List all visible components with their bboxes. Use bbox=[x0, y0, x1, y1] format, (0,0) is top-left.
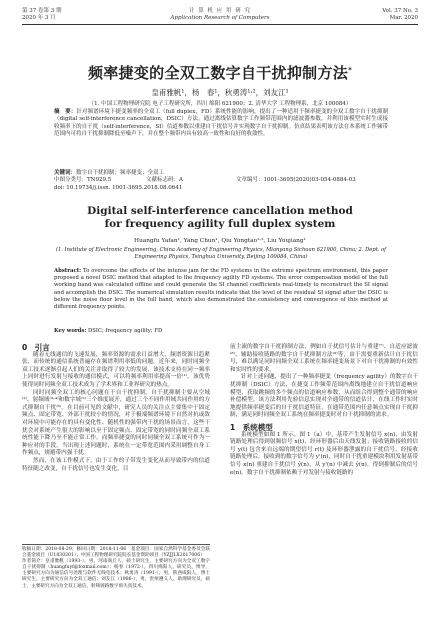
authors-en: Huangfu Yafan¹, Yang Chun¹, Qiu Yongtao¹˒², Liu Youjiang¹ bbox=[134, 238, 306, 244]
section-heading-system-model: 1 系统模型 bbox=[230, 422, 273, 432]
volume-en: Vol. 37 No. 3 bbox=[382, 8, 418, 14]
footnote-rule bbox=[22, 544, 210, 545]
abstract-text-en: To overcome the effects of the intense jam for the FD systems in the extreme spectrum environment, this paper proposed a novel DSIC method that adapted to the frequency agility FD systems. The error compensation model of the full working band was calculated offline and could generate the SI channel coefficients real-timely to reconstruct the SI signal and accomplish the DSIC. The numerical simulation results indicate that the level of the residual SI signal after the DSIC is below the noise floor level in the full band, which also demonstrated the consistency and convergence of this method at different frequency points. bbox=[54, 268, 388, 311]
abstract-label-en: Abstract: bbox=[54, 268, 82, 274]
keywords-label-en: Key words: bbox=[54, 328, 87, 334]
abstract-label-cn: 摘 要： bbox=[54, 109, 77, 115]
section-heading-intro: 0 引言 bbox=[22, 343, 50, 352]
header-rule bbox=[22, 24, 418, 25]
doi: doi: 10.19734/j.issn. 1001-3695.2018.08.0641 bbox=[54, 185, 183, 191]
page-title-cn bbox=[0, 62, 440, 83]
volume-cn: 第 37 卷第 3 期 bbox=[22, 8, 62, 14]
footnote-funding: 收稿日期：2018-08-29；修回日期：2018-11-06 基金项目：国家自然科学基金委员会联合基金项目（U1830201）；中国工程物理研究院院长基金资助项目（YZJJLX2017006） bbox=[22, 547, 210, 559]
document-code: 文献标志码：A bbox=[146, 177, 183, 183]
keywords-cn bbox=[54, 168, 388, 176]
header-right bbox=[382, 8, 418, 22]
keywords-text-en: DSIC; frequency agility; FD bbox=[88, 328, 163, 334]
affiliation-cn: （1. 中国工程物理研究院 电子工程研究所，四川 绵阳 621900；2. 清华大学 工程物理系，北京 100084） bbox=[88, 101, 352, 107]
classification-line bbox=[54, 177, 388, 184]
journal-name-cn: 计 算 机 应 用 研 究 bbox=[189, 8, 251, 14]
title-footnote-mark: * bbox=[348, 66, 353, 74]
title-text: 频率捷变的全双工数字自干扰抑制方法 bbox=[87, 64, 349, 82]
keywords-label-cn: 关键词： bbox=[54, 170, 77, 176]
abstract-cn bbox=[54, 109, 388, 139]
journal-name-en: Application Research of Computers bbox=[170, 15, 270, 21]
clc-number: 中图分类号：TN929.5 bbox=[54, 177, 112, 183]
body-column-right bbox=[230, 344, 418, 477]
paragraph: 针对上述问题，提出了一种频率捷变（frequency agility）的数字自干扰抑制（DSIC）方法，在捷变工作频带范围内离线地建立自干扰信道响应模型，获取跳频的多个频点的信道响应参数，从而组合得到整个通带的响应补偿模型。该方法利用先验信息实现对全通带的信道估计，在线工作时实时地提供频率捷变后的自干扰信道特征，在通带范围内任意频点实现自干扰抑制，满足同时同频全双工系统在频率捷变时对自干扰抑制的需求。 bbox=[230, 374, 418, 419]
paragraph: 随着无线通信的飞速发展，频率资源的需求日益增大，频谱资源日趋紧张，而传统的通信系统普遍存在频谱利用率低的问题。近年来，同时同频全双工技术逐渐引起人们的关注并取得了较大的发展，该技术支持在同一频率上同时进行发射与接收的通信模式，可以将频率利用率提高一倍⁽¹⁾。该优势使得同时同频全双工技术成为了学术界和工业界研究的热点。 bbox=[22, 351, 210, 388]
paragraph: 然而，在该工作模式下，由于工作的子带发生变化从而导致带内的信道特征随之改变，自干扰信号也发生变化。目 bbox=[22, 457, 210, 472]
abstract-en bbox=[54, 268, 388, 311]
article-number: 文章编号：1001-3695(2020)03-054-0884-03 bbox=[236, 177, 356, 183]
abstract-text-cn: 针对频谱环境下捷变频率的全双工（full duplex，FD）系统性能的影响，提出了一种适用于频率捷变的全双工数字自干扰抑制（digital self-interference cancellation，DSIC）方法。通过离线估算数字工作频带范围内的滤波器参数，并利用该模型实时生成接收频率下的自干扰（self-interference，SI）信道参数以重建自干扰信号并实现数字自干扰抑制。仿真结果表明该方法在本系统工作频带范围内可将自干扰抑制降低至噪声下，并在整个频带内具有较高一致性和良好的收敛性。 bbox=[54, 109, 388, 138]
footnote-authors: 作者简介：皇甫雅帆（1993-），男，河南商丘人，硕士研究生，主要研究方向为全双工数字自干扰抑制（huangfuyf@foxmail.com）；杨春（1972-），四川绵阳人，研究员，博导，主要研究方向为通信信号处理与软件无线电技术；秋勇涛（1991-），男，陕西咸阳人，博士研究生，主要研究方向为全双工通信；刘友江（1986-），男，贵州遵义人，助理研究员，硕士，主要研究方向为全双工通信、射频链路数字预失真技术。 bbox=[22, 559, 210, 589]
authors-cn: 皇甫雅帆¹，杨 春¹，秋勇涛¹˒²，刘友江¹ bbox=[151, 88, 289, 97]
keywords-en bbox=[54, 328, 388, 334]
date-cn: 2020 年 3 月 bbox=[22, 15, 56, 21]
body-column-left bbox=[22, 344, 210, 473]
footnotes bbox=[22, 547, 210, 590]
header-left bbox=[22, 8, 62, 22]
page-title-en: Digital self-interference cancellation method for frequency agility full duplex system bbox=[87, 205, 353, 230]
paragraph: 前主流的数字自干扰抑制方法，例如自干扰信号估计与重建⁽⁷⁾、自适应滤波⁽⁸⁾、辅助接收链路的数字自干扰抑制方法⁽⁹⁾等，由于需要重新估计自干扰信号，难以满足同时同频全双工系统在频率捷变场景下对自干扰抑制的有效性和实时性的要求。 bbox=[230, 344, 418, 373]
keywords-text-cn: 数字自干扰抑制；频率捷变；全双工 bbox=[76, 170, 165, 176]
paragraph: 同时同频全双工的核心问题在于自干扰抑制。自干扰抑制主要从空域⁽²⁾、射频域⁽³˒⁴⁾和数字域⁽⁵⁾三个维度展开，通过三个不同作用域共同作用的方式抑制自干扰⁽⁶⁾。在目前可见的文献中，研究人员的关注点主要集中于固定频点、固定带宽、外部干扰较小的情况，对于极端频谱环境下自然对抗或敌对环境中可能存在的具有变化性、随机性的强带内干扰的场景而言，这些干扰会对系统产生很大的影响以至于固定频点、固定带宽的同时同频全双工系统性能下降乃至不能正常工作。而频率捷变的同时同频全双工系统可作为一种应对的手段。当出现上述问题时，系统在一定带宽范围内采用调整自身工作频点，规避带内强干扰。 bbox=[22, 389, 210, 457]
header-center bbox=[120, 8, 320, 22]
date-en: Mar. 2020 bbox=[389, 15, 418, 21]
affiliation-en: (1. Institute of Electronic Engineering, China Academy of Engineering Physics, Mianyang Sichuan 621900, China; 2. Dept. of Engineering Physics, Tsinghua University, Beijing 100084, China) bbox=[55, 247, 387, 260]
paragraph: 系统模型如图 1 所示。图 1（a）中，基带产生发射信号 x(n)，由发射链路处理后得到射频信号 x(t)，经环形器后由天线发射；接收链路接收的信号 y(t) 包含来自远端的期望信号 r(t) 及环形器泄露的自干扰信号，经接收链路处理后，接收到的数字信号为 y'(n)，同时自干扰重建模块利用发射基带信号 x(n) 重建自干扰信号 ŷ(n)，从 y'(n) 中减去 ŷ(n)，得到抑制后的信号 e(n)。数字自干扰抑制依赖于对发射与接收链路的 bbox=[230, 431, 418, 476]
